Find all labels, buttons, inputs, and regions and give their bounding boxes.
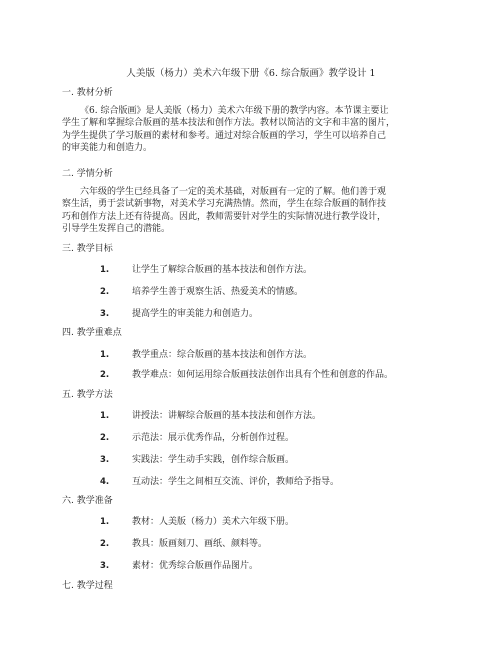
list-item (100, 308, 258, 320)
list-item-number: 3. (100, 309, 110, 319)
section-heading-2: 二. 学情分析 (62, 169, 113, 179)
list-item-number: 1. (100, 350, 110, 360)
list-item-text: 示范法：展示优秀作品，分析创作过程。 (132, 433, 295, 443)
section-heading-1: 一. 教材分析 (62, 88, 113, 98)
paragraph-line: 为学生提供了学习版画的素材和参考。通过对综合版画的学习，学生可以培养自己 (62, 130, 387, 141)
list-item (100, 286, 303, 298)
document-title: 人美版（杨力）美术六年级下册《6. 综合版画》教学设计 1 (126, 68, 376, 79)
list-item-number: 1. (100, 411, 110, 421)
list-item (100, 349, 312, 361)
list-item-text: 实践法：学生动手实践，创作综合版画。 (132, 455, 295, 465)
section-paragraph-1 (62, 105, 442, 155)
paragraph-line: 《6. 综合版画》是人美版（杨力）美术六年级下册的教学内容。本节课主要让 (80, 106, 389, 116)
list-item (100, 369, 393, 381)
list-item-text: 素材：优秀综合版画作品图片。 (132, 561, 259, 571)
paragraph-line: 学生了解和掌握综合版画的基本技法和创作方法。教材以简洁的文字和丰富的图片， (62, 118, 396, 129)
list-item (100, 432, 294, 444)
paragraph-line: 六年级的学生已经具备了一定的美术基础，对版画有一定的了解。他们善于观 (80, 187, 387, 197)
list-item-text: 互动法：学生之间相互交流、评价，教师给予指导。 (132, 477, 340, 487)
list-item-text: 提高学生的审美能力和创造力。 (132, 309, 259, 319)
list-item (100, 516, 294, 528)
list-item (100, 410, 321, 422)
list-item (100, 560, 258, 572)
list-item-number: 2. (100, 433, 110, 443)
list-item-text: 讲授法：讲解综合版画的基本技法和创作方法。 (132, 411, 322, 421)
paragraph-line: 察生活，勇于尝试新事物，对美术学习充满热情。然而，学生在综合版画的制作技 (62, 199, 387, 210)
section-paragraph-2 (62, 186, 442, 236)
section-heading-3: 三. 教学目标 (62, 244, 113, 254)
section-heading-7: 七. 教学过程 (62, 581, 113, 591)
section-heading-6: 六. 教学准备 (62, 496, 113, 506)
paragraph-line: 的审美能力和创造力。 (62, 143, 153, 154)
list-item (100, 264, 312, 276)
section-heading-5: 五. 教学方法 (62, 390, 113, 400)
list-item-number: 4. (100, 477, 110, 487)
list-item-text: 教学难点：如何运用综合版画技法创作出具有个性和创意的作品。 (132, 370, 394, 380)
list-item-number: 1. (100, 517, 110, 527)
list-item-number: 3. (100, 455, 110, 465)
list-item-number: 1. (100, 265, 110, 275)
list-item-text: 教学重点：综合版画的基本技法和创作方法。 (132, 350, 313, 360)
list-item (100, 538, 267, 550)
list-item-number: 3. (100, 561, 110, 571)
paragraph-line: 引导学生发挥自己的潜能。 (62, 224, 171, 235)
list-item-text: 教材：人美版（杨力）美术六年级下册。 (132, 517, 295, 527)
list-item-text: 培养学生善于观察生活、热爱美术的情感。 (132, 287, 304, 297)
list-item-number: 2. (100, 539, 110, 549)
section-heading-4: 四. 教学重难点 (62, 328, 122, 338)
paragraph-line: 巧和创作方法上还有待提高。因此，教师需要针对学生的实际情况进行教学设计， (62, 211, 387, 222)
list-item-number: 2. (100, 287, 110, 297)
list-item (100, 454, 294, 466)
list-item (100, 476, 339, 488)
list-item-text: 让学生了解综合版画的基本技法和创作方法。 (132, 265, 313, 275)
list-item-text: 教具：版画刻刀、画纸、颜料等。 (132, 539, 268, 549)
list-item-number: 2. (100, 370, 110, 380)
